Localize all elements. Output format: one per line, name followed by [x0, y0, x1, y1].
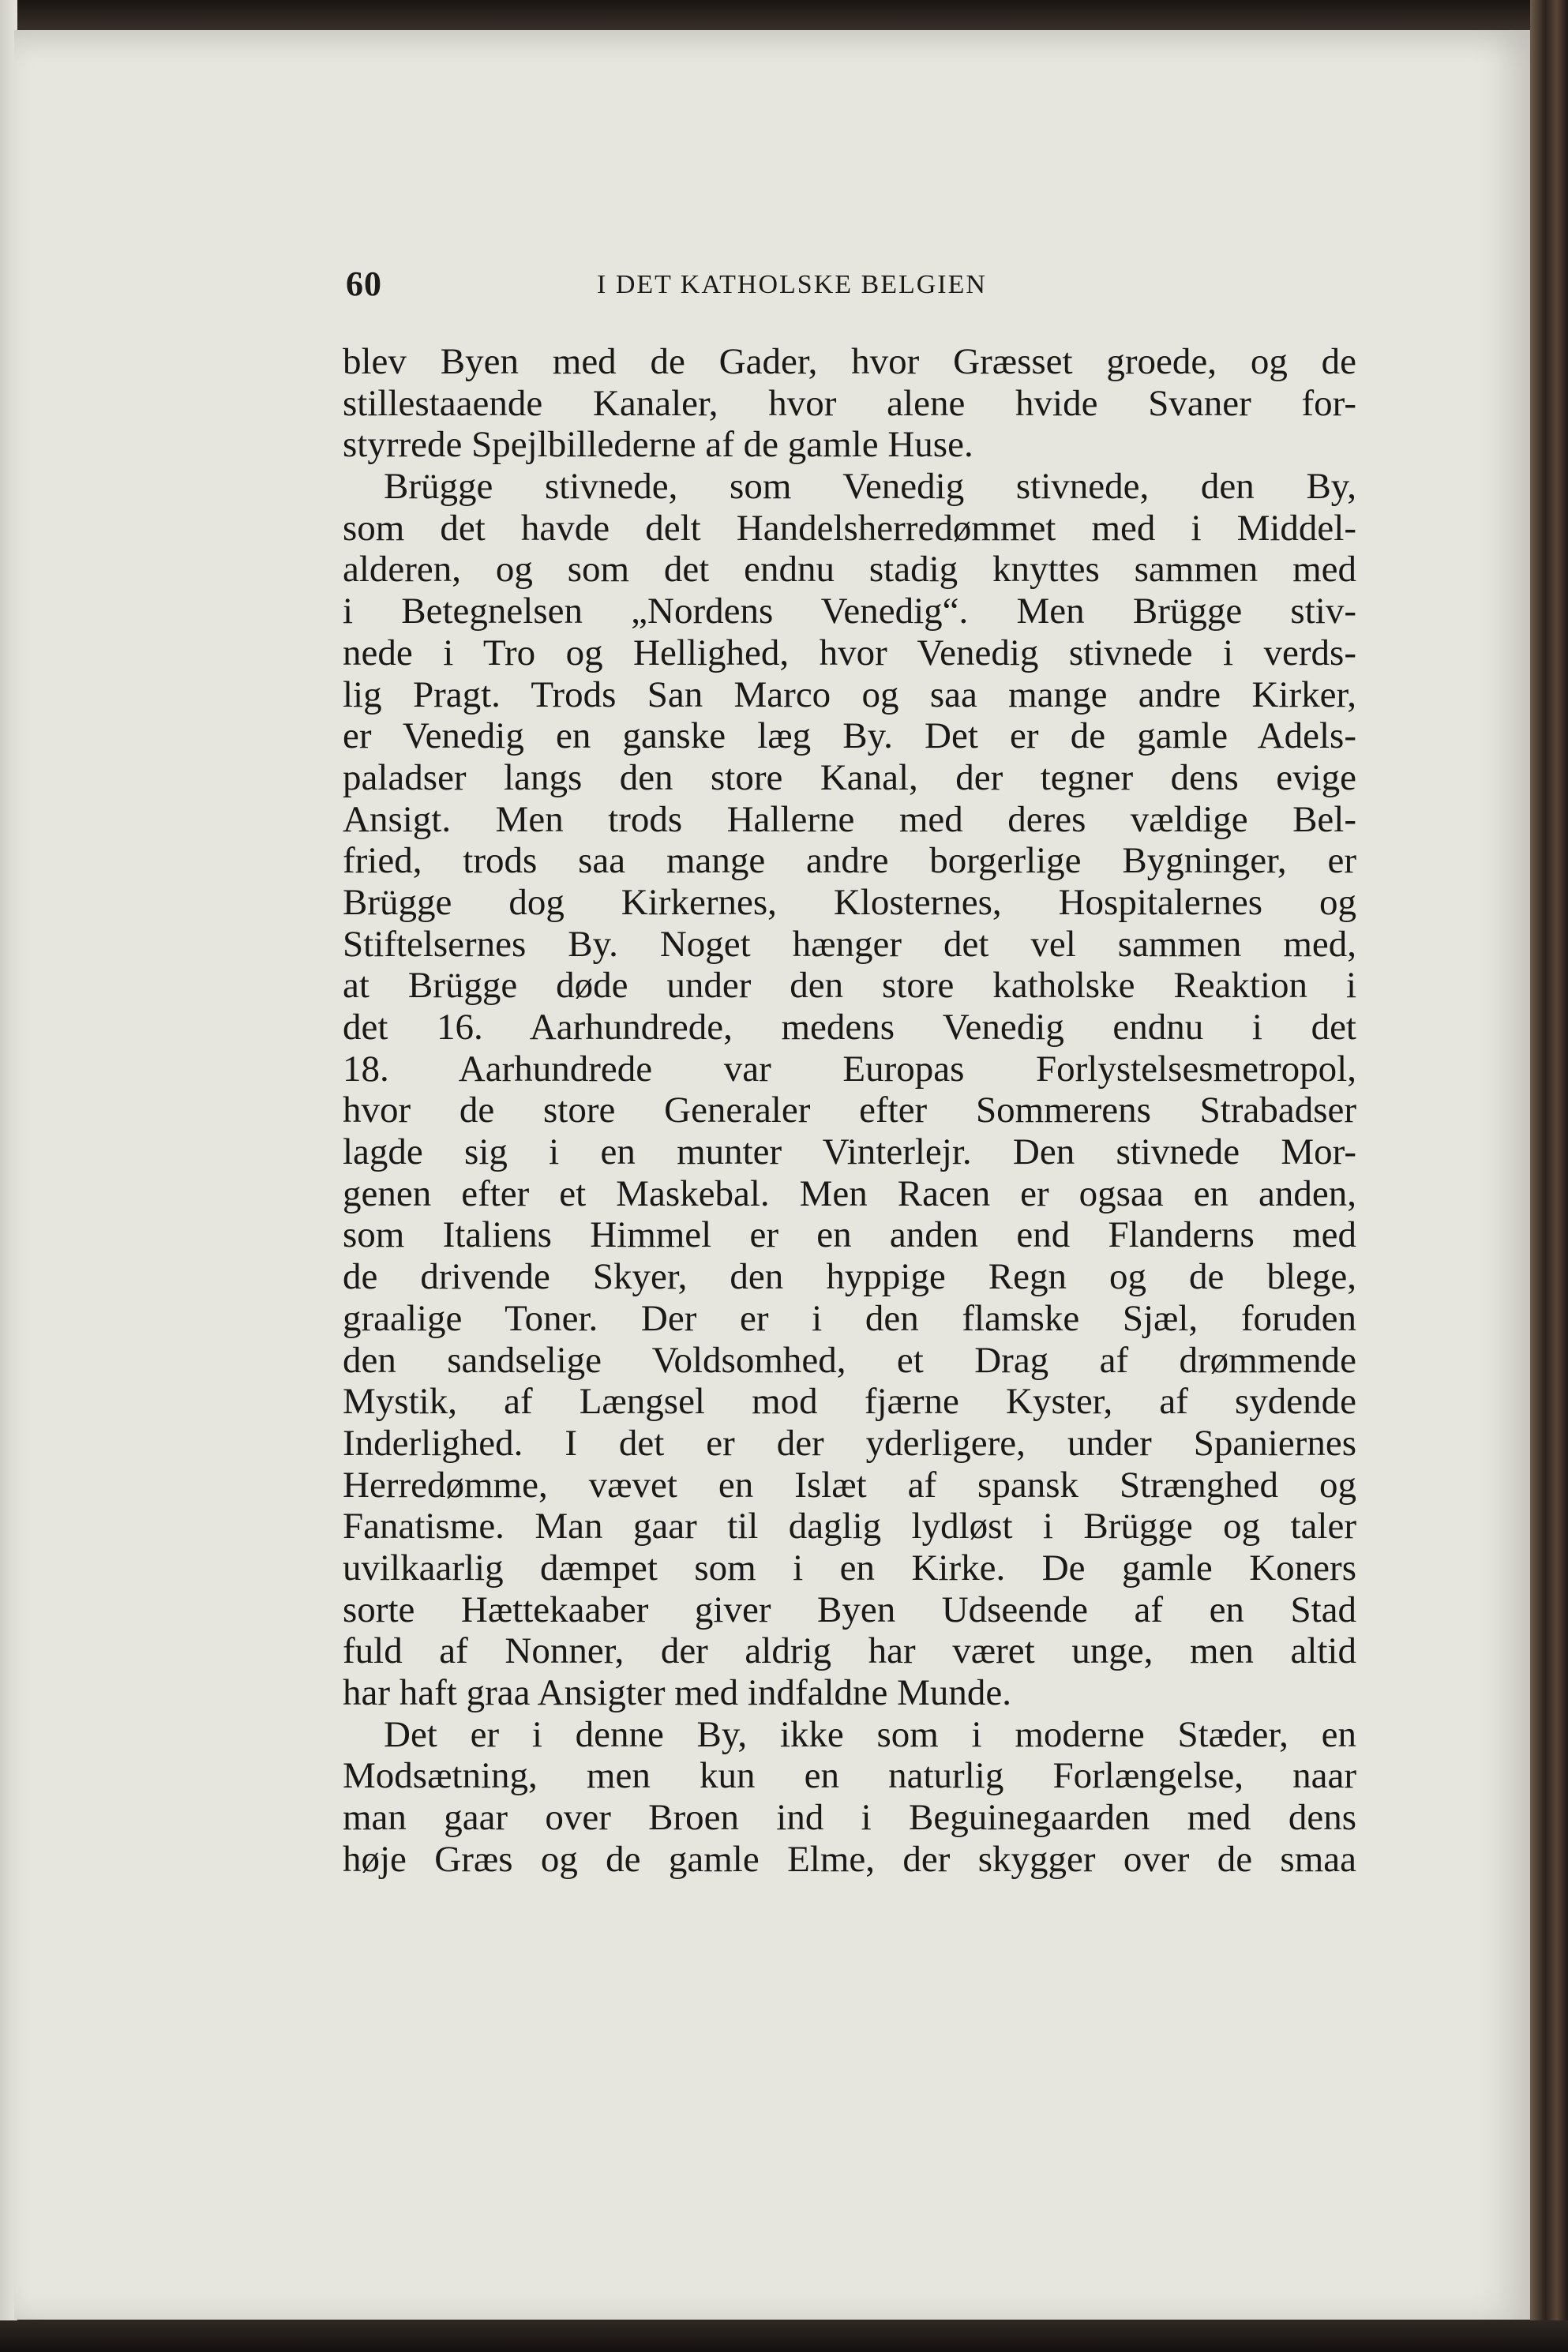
text-line: som Italiens Himmel er en anden end Flanderns med — [343, 1214, 1356, 1256]
text-line: Brügge stivnede, som Venedig stivnede, den By, — [384, 466, 1356, 508]
text-line: har haft graa Ansigter med indfaldne Munde. — [343, 1672, 1012, 1713]
text-line: i Betegnelsen „Nordens Venedig“. Men Brügge stiv- — [343, 591, 1356, 632]
book-edge-bottom — [0, 2320, 1568, 2352]
text-line: fuld af Nonner, der aldrig har været unge, men altid — [343, 1630, 1356, 1672]
text-line: den sandselige Voldsomhed, et Drag af drømmende — [343, 1339, 1356, 1381]
text-line: lig Pragt. Trods San Marco og saa mange andre Kirker, — [343, 673, 1356, 715]
text-line: Stiftelsernes By. Noget hænger det vel sammen med, — [343, 923, 1356, 965]
text-line: Ansigt. Men trods Hallerne med deres vældige Bel- — [343, 798, 1356, 840]
running-head: I DET KATHOLSKE BELGIEN — [597, 270, 987, 299]
text-line: genen efter et Maskebal. Men Racen er ogsaa en anden, — [343, 1172, 1356, 1214]
text-line: uvilkaarlig dæmpet som i en Kirke. De gamle Koners — [343, 1547, 1356, 1589]
page-header — [328, 237, 1355, 303]
text-line: paladser langs den store Kanal, der tegner dens evige — [343, 756, 1356, 798]
text-line: hvor de store Generaler efter Sommerens Strabadser — [343, 1090, 1356, 1131]
text-line: det 16. Aarhundrede, medens Venedig endnu i det — [343, 1007, 1356, 1048]
text-line: 18. Aarhundrede var Europas Forlystelsesmetropol, — [343, 1048, 1356, 1090]
text-line: Fanatisme. Man gaar til daglig lydløst i Brügge og taler — [343, 1506, 1356, 1547]
text-line: stillestaaende Kanaler, hvor alene hvide Svaner for- — [343, 382, 1356, 424]
text-line: at Brügge døde under den store katholske Reaktion i — [343, 965, 1356, 1007]
text-line: lagde sig i en munter Vinterlejr. Den stivnede Mor- — [343, 1131, 1356, 1173]
text-line: sorte Hættekaaber giver Byen Udseende af en Stad — [343, 1589, 1356, 1630]
text-line: nede i Tro og Hellighed, hvor Venedig stivnede i verds- — [343, 632, 1356, 673]
text-line: fried, trods saa mange andre borgerlige Bygninger, er — [343, 840, 1356, 882]
text-line: man gaar over Broen ind i Beguinegaarden med dens — [343, 1797, 1356, 1839]
text-line: som det havde delt Handelsherredømmet med i Middel- — [343, 507, 1356, 549]
text-line: graalige Toner. Der er i den flamske Sjæl, foruden — [343, 1297, 1356, 1339]
text-line: Inderlighed. I det er der yderligere, under Spaniernes — [343, 1422, 1356, 1464]
text-line: Modsætning, men kun en naturlig Forlængelse, naar — [343, 1755, 1356, 1797]
text-line: Det er i denne By, ikke som i moderne Stæder, en — [384, 1713, 1356, 1755]
text-line: de drivende Skyer, den hyppige Regn og de blege, — [343, 1256, 1356, 1298]
text-line: blev Byen med de Gader, hvor Græsset groede, og de — [343, 341, 1356, 382]
text-line: styrrede Spejlbillederne af de gamle Huse. — [343, 424, 973, 466]
book-spine-right — [1530, 0, 1568, 2352]
text-line: høje Græs og de gamle Elme, der skygger over de smaa — [343, 1838, 1356, 1880]
text-line: Mystik, af Længsel mod fjærne Kyster, af sydende — [343, 1381, 1356, 1423]
text-line: er Venedig en ganske læg By. Det er de gamle Adels- — [343, 715, 1356, 757]
body-text — [343, 341, 1356, 1880]
text-line: Brügge dog Kirkernes, Klosternes, Hospitalernes og — [343, 881, 1356, 923]
text-line: alderen, og som det endnu stadig knyttes sammen med — [343, 549, 1356, 591]
book-edge-top — [0, 0, 1568, 32]
page-number: 60 — [346, 264, 382, 303]
text-line: Herredømme, vævet en Islæt af spansk Strænghed og — [343, 1464, 1356, 1506]
